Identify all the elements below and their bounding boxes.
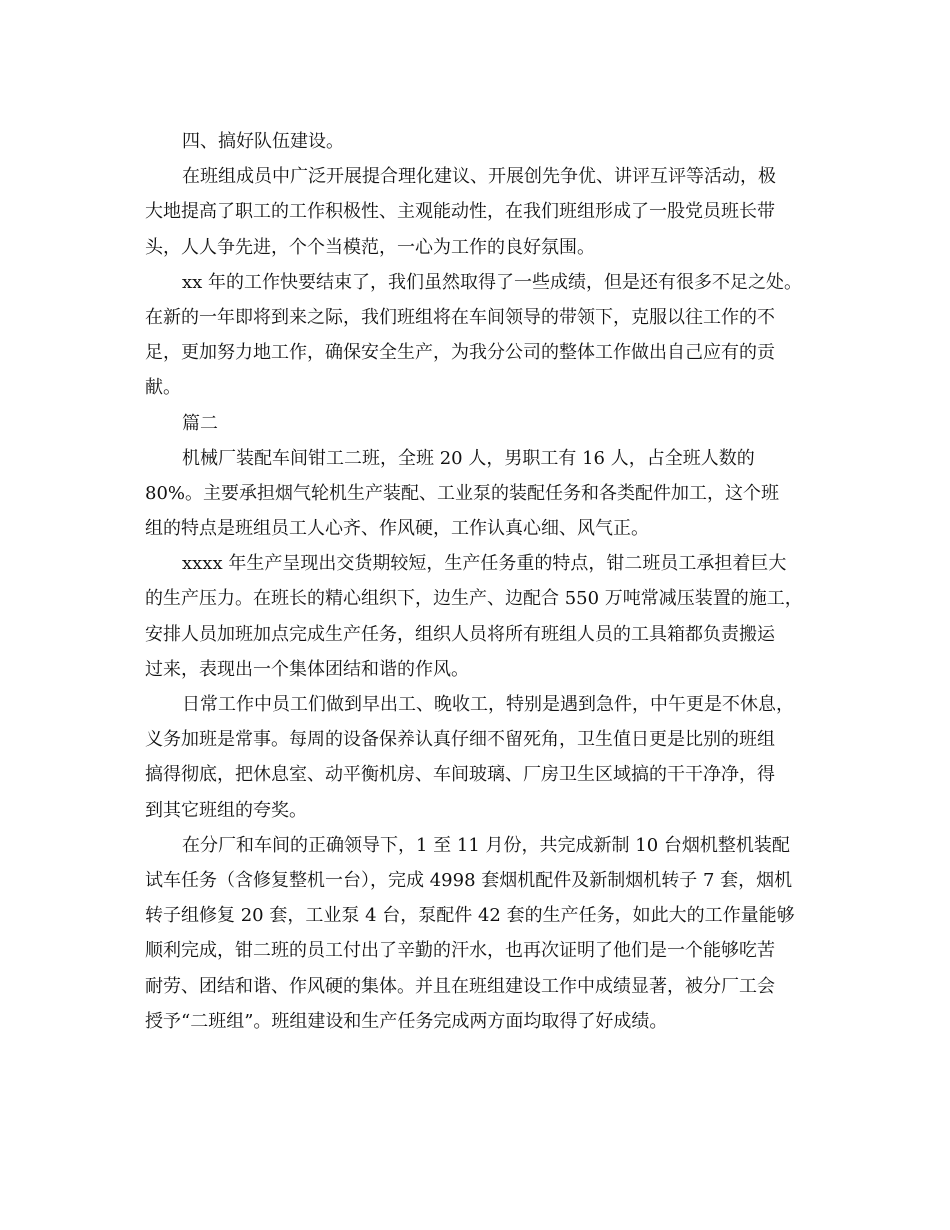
text-line: 在班组成员中广泛开展提合理化建议、开展创先争优、讲评互评等活动，极 (182, 166, 776, 188)
text-line: 试车任务（含修复整机一台），完成 4998 套烟机配件及新制烟机转子 7 套，烟机 (145, 869, 793, 891)
paragraph (145, 687, 810, 828)
text-line: 授予“二班组”。班组建设和生产任务完成两方面均取得了好成绩。 (145, 1010, 668, 1032)
text-line: 献。 (145, 377, 181, 399)
paragraph-section-heading (145, 124, 810, 159)
text-line: 转子组修复 20 套，工业泵 4 台，泵配件 42 套的生产任务，如此大的工作量能够 (145, 905, 795, 927)
text-line: 头，人人争先进，个个当模范，一心为工作的良好氛围。 (145, 236, 595, 258)
text-line: 义务加班是常事。每周的设备保养认真仔细不留死角，卫生值日更是比别的班组 (145, 729, 775, 751)
text-line: 到其它班组的夸奖。 (145, 799, 307, 821)
paragraph-section-heading (145, 406, 810, 441)
text-line: 组的特点是班组员工人心齐、作风硬，工作认真心细、风气正。 (145, 518, 649, 540)
text-line: 四、搞好队伍建设。 (182, 131, 344, 152)
paragraph (145, 265, 810, 406)
paragraph (145, 159, 810, 265)
document-body (145, 124, 810, 1039)
paragraph (145, 546, 810, 687)
text-line: 80%。主要承担烟气轮机生产装配、工业泵的装配任务和各类配件加工，这个班 (145, 482, 780, 504)
text-line: 耐劳、团结和谐、作风硬的集体。并且在班组建设工作中成绩显著，被分厂工会 (145, 975, 775, 997)
text-line: 在分厂和车间的正确领导下，1 至 11 月份，共完成新制 10 台烟机整机装配 (182, 834, 790, 856)
text-line: 机械厂装配车间钳工二班，全班 20 人，男职工有 16 人，占全班人数的 (182, 447, 755, 469)
text-line: xx 年的工作快要结束了，我们虽然取得了一些成绩，但是还有很多不足之处。 (182, 271, 803, 293)
text-line: 大地提高了职工的工作积极性、主观能动性，在我们班组形成了一股党员班长带 (145, 201, 775, 223)
text-line: 篇二 (182, 412, 218, 434)
text-line: 搞得彻底，把休息室、动平衡机房、车间玻璃、厂房卫生区域搞的干干净净，得 (145, 764, 775, 786)
text-line: 安排人员加班加点完成生产任务，组织人员将所有班组人员的工具箱都负责搬运 (145, 623, 775, 645)
paragraph (145, 828, 810, 1039)
text-line: 顺利完成，钳二班的员工付出了辛勤的汗水，也再次证明了他们是一个能够吃苦 (145, 940, 775, 962)
text-line: 足，更加努力地工作，确保安全生产，为我分公司的整体工作做出自己应有的贡 (145, 342, 775, 364)
text-line: 日常工作中员工们做到早出工、晚收工，特别是遇到急件，中午更是不休息， (182, 694, 794, 715)
text-line: xxxx 年生产呈现出交货期较短，生产任务重的特点，钳二班员工承担着巨大 (182, 553, 787, 575)
paragraph (145, 441, 810, 547)
text-line: 过来，表现出一个集体团结和谐的作风。 (145, 658, 469, 680)
text-line: 的生产压力。在班长的精心组织下，边生产、边配合 550 万吨常减压装置的施工， (145, 588, 803, 610)
text-line: 在新的一年即将到来之际，我们班组将在车间领导的带领下，克服以往工作的不 (145, 306, 775, 328)
